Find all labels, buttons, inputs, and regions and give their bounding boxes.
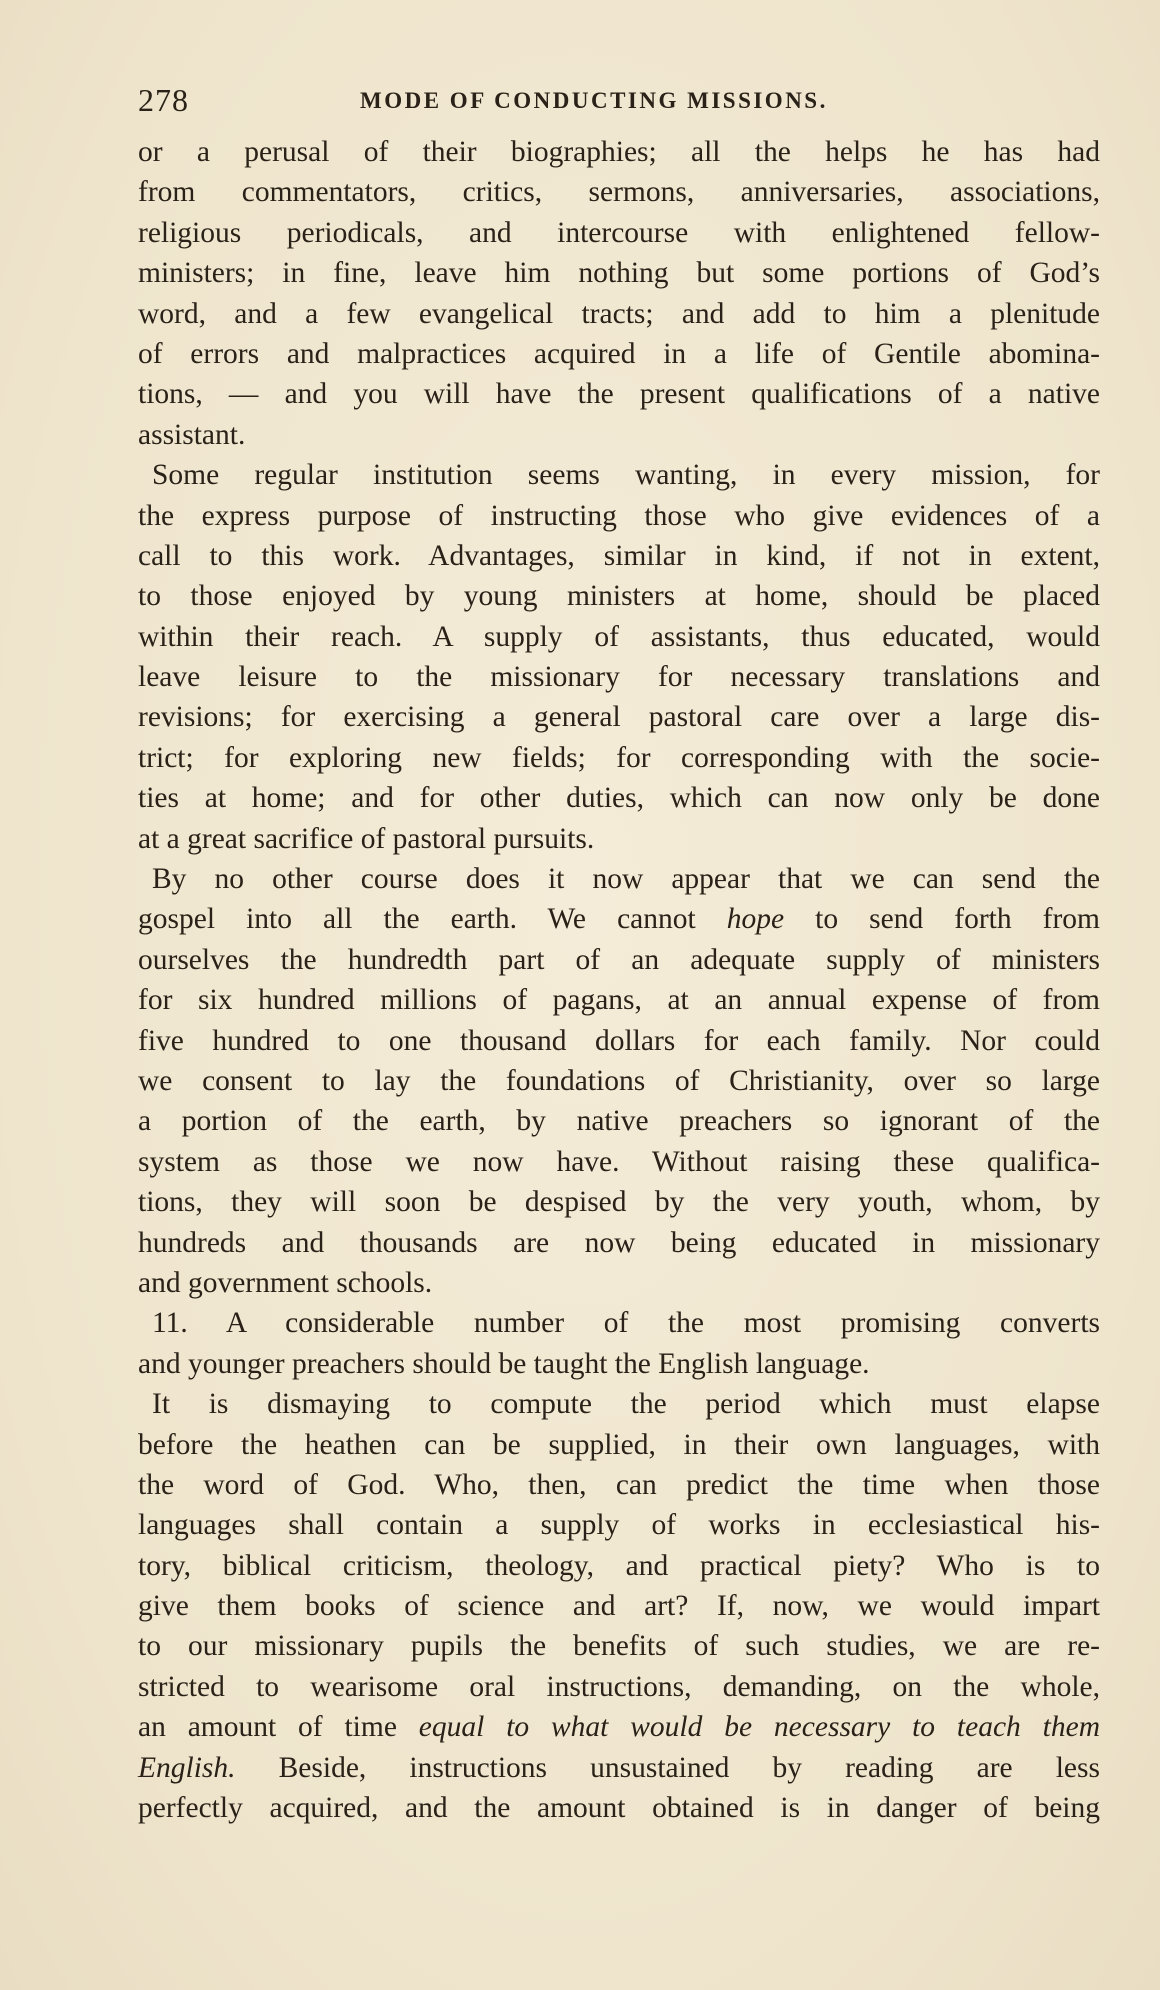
text-line: a portion of the earth, by native preachers so ignorant of the <box>138 1105 1100 1138</box>
text-line: tions, they will soon be despised by the very youth, whom, by <box>138 1186 1100 1219</box>
text-line: before the heathen can be supplied, in their own languages, with <box>138 1428 1100 1461</box>
text-line: within their reach. A supply of assistants, thus educated, would <box>138 620 1100 653</box>
text-line: revisions; for exercising a general pastoral care over a large dis- <box>138 701 1100 734</box>
text-line: at a great sacrifice of pastoral pursuits. <box>138 822 595 855</box>
body-text <box>138 132 1100 1828</box>
page-header <box>138 82 1008 122</box>
text-line: and younger preachers should be taught the English language. <box>138 1347 870 1380</box>
text-line: an amount of time equal to what would be necessary to teach them <box>138 1711 1101 1744</box>
text-line: give them books of science and art? If, now, we would impart <box>138 1590 1100 1623</box>
text-line: ministers; in fine, leave him nothing but some portions of God’s <box>138 257 1100 290</box>
text-line: the express purpose of instructing those who give evidences of a <box>138 499 1100 532</box>
text-line: hundreds and thousands are now being educated in missionary <box>138 1226 1100 1259</box>
text-line: 11. A considerable number of the most promising converts <box>152 1307 1100 1340</box>
text-line: system as those we now have. Without raising these qualifica- <box>138 1145 1100 1178</box>
text-line: Some regular institution seems wanting, in every mission, for <box>152 459 1100 492</box>
page-number: 278 <box>138 82 189 118</box>
text-line: and government schools. <box>138 1266 433 1299</box>
text-line: languages shall contain a supply of works in ecclesiastical his- <box>138 1509 1100 1542</box>
text-line: It is dismaying to compute the period which must elapse <box>152 1388 1100 1421</box>
running-title: MODE OF CONDUCTING MISSIONS. <box>360 88 828 113</box>
text-line: religious periodicals, and intercourse with enlightened fellow- <box>138 216 1100 249</box>
text-line: call to this work. Advantages, similar in kind, if not in extent, <box>138 539 1100 572</box>
text-line: five hundred to one thousand dollars for each family. Nor could <box>138 1024 1100 1057</box>
text-line: stricted to wearisome oral instructions, demanding, on the whole, <box>138 1670 1100 1703</box>
text-line: to those enjoyed by young ministers at home, should be placed <box>138 580 1100 613</box>
text-line: trict; for exploring new fields; for corresponding with the socie- <box>138 741 1100 774</box>
text-line: By no other course does it now appear that we can send the <box>152 863 1100 896</box>
text-line: of errors and malpractices acquired in a life of Gentile abomina- <box>138 337 1100 370</box>
text-line: word, and a few evangelical tracts; and add to him a plenitude <box>138 297 1100 330</box>
text-line: perfectly acquired, and the amount obtained is in danger of being <box>138 1792 1100 1825</box>
text-line: ourselves the hundredth part of an adequate supply of ministers <box>138 943 1100 976</box>
text-line: tions, — and you will have the present qualifications of a native <box>138 378 1100 411</box>
text-line: the word of God. Who, then, can predict the time when those <box>138 1468 1100 1501</box>
text-line: assistant. <box>138 418 246 451</box>
text-line: to our missionary pupils the benefits of such studies, we are re- <box>138 1630 1100 1663</box>
text-line: ties at home; and for other duties, which can now only be done <box>138 782 1100 815</box>
text-line: English. Beside, instructions unsustained by reading are less <box>138 1751 1100 1784</box>
text-line: or a perusal of their biographies; all the helps he has had <box>138 136 1100 168</box>
text-line: gospel into all the earth. We cannot hope to send forth from <box>138 903 1100 936</box>
text-line: tory, biblical criticism, theology, and practical piety? Who is to <box>138 1549 1100 1582</box>
text-line: from commentators, critics, sermons, anniversaries, associations, <box>138 176 1100 209</box>
text-line: for six hundred millions of pagans, at an annual expense of from <box>138 984 1100 1017</box>
text-line: we consent to lay the foundations of Christianity, over so large <box>138 1064 1100 1097</box>
text-line: leave leisure to the missionary for necessary translations and <box>138 661 1100 694</box>
